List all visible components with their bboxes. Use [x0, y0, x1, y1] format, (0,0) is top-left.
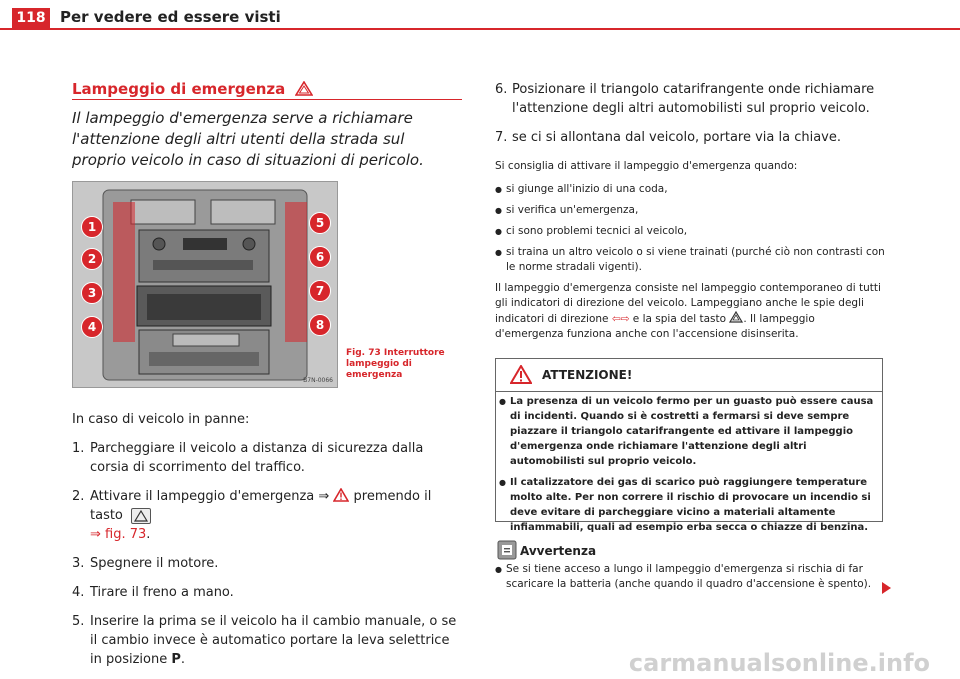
- procedure-step: [72, 554, 462, 573]
- section-title-text: Lampeggio di emergenza: [72, 80, 286, 98]
- figure-callout: 6: [309, 246, 331, 268]
- figure-code: B7N-0066: [303, 377, 333, 384]
- step-text: Parcheggiare il veicolo a distanza di sicurezza dalla corsia di scorrimento del traffico.: [90, 441, 424, 475]
- warning-body: [496, 394, 882, 541]
- figure-callout: 5: [309, 212, 331, 234]
- step-number: 2.: [72, 489, 85, 504]
- advice-lead: Si consiglia di attivare il lampeggio d'emergenza quando:: [495, 160, 798, 172]
- note-title: Avvertenza: [520, 544, 597, 558]
- right-column: [495, 80, 885, 342]
- hazard-button-icon: [131, 508, 151, 524]
- advice-block: [495, 159, 885, 342]
- step-number: 1.: [72, 441, 85, 456]
- left-column: [72, 410, 462, 679]
- figure-cross-reference[interactable]: ⇒ fig. 73: [90, 527, 147, 542]
- dashboard-illustration: [73, 182, 337, 387]
- advice-bullet: ● si verifica un'emergenza,: [495, 203, 885, 218]
- hazard-triangle-icon: [729, 311, 743, 323]
- running-title: Per vedere ed essere visti: [60, 8, 281, 26]
- page-header: [0, 0, 960, 28]
- step-text: premendo il tasto: [90, 489, 432, 523]
- warning-item: ● Il catalizzatore dei gas di scarico può raggiungere temperature molto alte. Per non correre il rischio di provocare un incendio si deve evitare di parcheggiare vicino a materiali altamente infiammabili, quali ad esempio erba secca o chiazze di benzina.: [499, 475, 879, 535]
- gear-position-label: P: [171, 652, 181, 667]
- procedure-lead: In caso di veicolo in panne:: [72, 412, 250, 427]
- hazard-description: [495, 281, 885, 342]
- note-body: ● Se si tiene acceso a lungo il lampeggio d'emergenza si rischia di far scaricare la batteria (anche quando il quadro d'accensione è spento).: [495, 562, 896, 592]
- figure-caption-line: Fig. 73 Interruttore: [346, 348, 445, 358]
- turn-signal-icon: ⇦⇨: [611, 313, 630, 325]
- warning-triangle-icon: [333, 488, 349, 502]
- step-number: 7.: [495, 130, 508, 145]
- section-title: [72, 80, 313, 98]
- warning-title: ATTENZIONE!: [542, 368, 633, 382]
- step-text: Posizionare il triangolo catarifrangente onde richiamare l'attenzione degli altri automobilisti sul proprio veicolo.: [512, 82, 875, 116]
- section-intro: Il lampeggio d'emergenza serve a richiamare l'attenzione degli altri utenti della strada sul proprio veicolo in caso di situazioni di pericolo.: [72, 109, 424, 169]
- advice-bullet: ● si traina un altro veicolo o si viene trainati (purché ciò non contrasti con le norme stradali vigenti).: [495, 245, 885, 275]
- figure-callout: 8: [309, 314, 331, 336]
- procedure-step: [72, 487, 462, 544]
- figure-callout: 1: [81, 216, 103, 238]
- warning-item: ● La presenza di un veicolo fermo per un guasto può essere causa di incidenti. Quando si è costretti a fermarsi si deve sempre piazzare il triangolo catarifrangente ed attivare il lampeggio d'emergenza onde richiamare l'attenzione degli altri automobilisti sul proprio veicolo.: [499, 394, 879, 469]
- figure-callout: 3: [81, 282, 103, 304]
- page-number: 118: [12, 8, 50, 28]
- figure-caption: [346, 348, 466, 381]
- step-number: 3.: [72, 556, 85, 571]
- figure-callout: 4: [81, 316, 103, 338]
- header-rule: [0, 28, 960, 30]
- step-number: 6.: [495, 82, 508, 97]
- step-text: Tirare il freno a mano.: [90, 585, 234, 600]
- hazard-triangle-icon: [295, 81, 313, 96]
- advice-bullet: ● si giunge all'inizio di una coda,: [495, 182, 885, 197]
- figure-callout: 7: [309, 280, 331, 302]
- watermark: carmanualsonline.info: [628, 649, 930, 677]
- note-icon: [497, 540, 517, 560]
- step-text: .: [180, 652, 186, 667]
- warning-triangle-icon: [510, 365, 532, 384]
- hazard-description-text: Il lampeggio d'emergenza consiste nel lampeggio contemporaneo di tutti gli indicatori di direzione del veicolo. Lampeggiano anche le spie degli indicatori di direzione: [495, 282, 881, 325]
- section-rule: [72, 99, 462, 100]
- step-number: 5.: [72, 614, 85, 629]
- step-text: Inserire la prima se il veicolo ha il cambio manuale, o se il cambio invece è automatico portare la leva selettrice in posizione: [90, 614, 457, 667]
- procedure-step: [495, 80, 885, 118]
- warning-box: [495, 358, 883, 533]
- step-text: .: [146, 527, 151, 542]
- procedure-step: [72, 439, 462, 477]
- procedure-step: [72, 583, 462, 602]
- figure-caption-line: lampeggio di emergenza: [346, 359, 412, 380]
- warning-header: [496, 359, 882, 392]
- step-text: Spegnere il motore.: [90, 556, 219, 571]
- figure-callout: 2: [81, 248, 103, 270]
- advice-bullet: ● ci sono problemi tecnici al veicolo,: [495, 224, 885, 239]
- step-text: se ci si allontana dal veicolo, portare via la chiave.: [512, 130, 841, 145]
- hazard-description-text: e la spia del tasto: [629, 313, 730, 325]
- step-text: Attivare il lampeggio d'emergenza ⇒: [90, 489, 334, 504]
- procedure-step: [495, 128, 885, 147]
- dashboard-figure: [72, 181, 338, 388]
- continue-arrow-icon: [882, 582, 891, 594]
- hazard-description-text: . Il lampeggio d'emergenza funziona anche con l'accensione disinserita.: [495, 313, 815, 340]
- step-number: 4.: [72, 585, 85, 600]
